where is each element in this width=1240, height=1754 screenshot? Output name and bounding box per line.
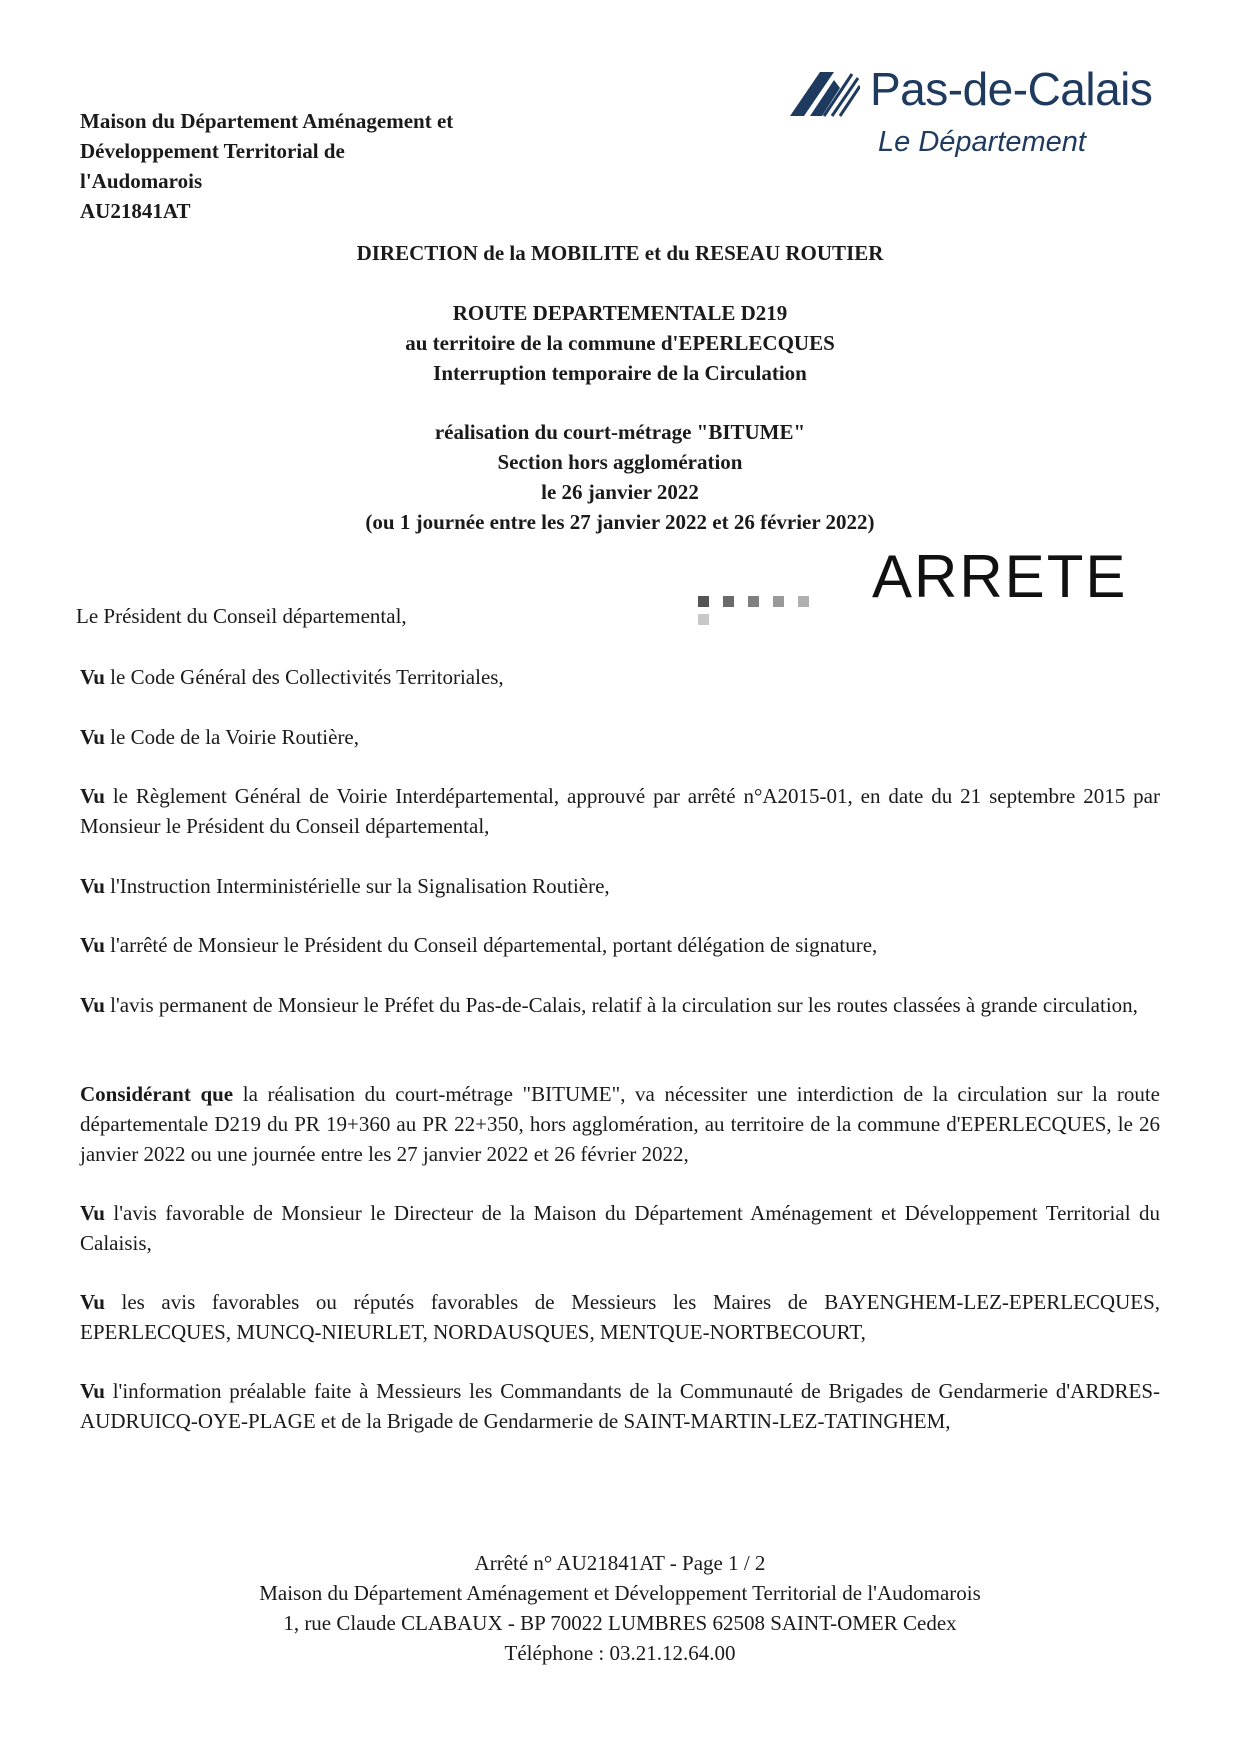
vu-text: l'information préalable faite à Messieurs les Commandants de la Communauté de Brigades de Gendarmerie d'ARDRES-AUDRUICQ-OYE-PLAGE et de la Brigade de Gendarmerie de SAINT-MARTIN-LEZ-TATINGHEM, [80, 1379, 1160, 1433]
issuer-reference: AU21841AT [80, 199, 191, 223]
dot [798, 596, 809, 607]
title-line: ROUTE DEPARTEMENTALE D219 [452, 301, 788, 325]
vu-lead: Vu [80, 665, 105, 689]
title-line: au territoire de la commune d'EPERLECQUES [405, 331, 835, 355]
subtitle-block [0, 417, 1240, 537]
footer-address: 1, rue Claude CLABAUX - BP 70022 LUMBRES 62508 SAINT-OMER Cedex [283, 1611, 957, 1635]
vu-text: le Code de la Voirie Routière, [104, 725, 360, 749]
considerant-lead: Considérant que [80, 1082, 234, 1106]
vu-paragraph [80, 871, 1160, 901]
vu-paragraph [80, 1287, 1160, 1347]
arrete-heading: ARRETE [872, 543, 1128, 610]
direction-text: DIRECTION de la MOBILITE et du RESEAU ROUTIER [356, 241, 884, 265]
issuer-block [80, 106, 600, 226]
subtitle-line: réalisation du court-métrage "BITUME" [434, 420, 806, 444]
subtitle-line: Section hors agglomération [497, 450, 743, 474]
dot [698, 614, 709, 625]
direction-heading [0, 238, 1240, 268]
considerant-paragraph [80, 1079, 1160, 1169]
vu-lead: Vu [80, 1201, 105, 1225]
title-line: Interruption temporaire de la Circulation [433, 361, 807, 385]
vu-text: l'avis permanent de Monsieur le Préfet du Pas-de-Calais, relatif à la circulation sur les routes classées à grande circulation, [104, 993, 1138, 1017]
vu-paragraph [80, 990, 1160, 1020]
dot [748, 596, 759, 607]
vu-paragraph [80, 1198, 1160, 1258]
footer-line: Maison du Département Aménagement et Développement Territorial de l'Audomarois [259, 1581, 981, 1605]
subtitle-line: (ou 1 journée entre les 27 janvier 2022 et 26 février 2022) [365, 510, 875, 534]
vu-lead: Vu [80, 993, 105, 1017]
vu-lead: Vu [80, 1379, 105, 1403]
vu-lead: Vu [80, 725, 105, 749]
vu-lead: Vu [80, 784, 105, 808]
department-logo [790, 63, 1180, 168]
dot [723, 596, 734, 607]
vu-lead: Vu [80, 874, 105, 898]
subtitle-line: le 26 janvier 2022 [541, 480, 699, 504]
considerant-text: la réalisation du court-métrage "BITUME", va nécessiter une interdiction de la circulation sur la route départementale D219 du PR 19+360 au PR 22+350, hors agglomération, au territoire de la commune d'EPERLECQUES, le 26 janvier 2022 ou une journée entre les 27 janvier 2022 et 26 février 2022, [80, 1082, 1160, 1166]
vu-text: l'avis favorable de Monsieur le Directeur de la Maison du Département Aménagement et Développement Territorial du Calaisis, [80, 1201, 1160, 1255]
page-footer [0, 1548, 1240, 1668]
footer-reference: Arrêté n° AU21841AT - Page 1 / 2 [474, 1551, 766, 1575]
issuer-line: Maison du Département Aménagement et [80, 109, 454, 133]
vu-text: les avis favorables ou réputés favorables de Messieurs les Maires de BAYENGHEM-LEZ-EPERLECQUES, EPERLECQUES, MUNCQ-NIEURLET, NORDAUSQUES, MENTQUE-NORTBECOURT, [80, 1290, 1160, 1344]
vu-paragraph [80, 781, 1160, 841]
vu-paragraph [80, 930, 1160, 960]
footer-phone: Téléphone : 03.21.12.64.00 [504, 1641, 736, 1665]
decorative-dots [698, 594, 838, 610]
vu-text: l'Instruction Interministérielle sur la Signalisation Routière, [104, 874, 610, 898]
dot [698, 596, 709, 607]
pas-de-calais-logo-icon [790, 70, 860, 118]
vu-text: l'arrêté de Monsieur le Président du Conseil départemental, portant délégation de signature, [104, 933, 878, 957]
title-block [0, 298, 1240, 388]
dot [773, 596, 784, 607]
vu-paragraph [80, 1376, 1160, 1436]
issuer-line: Développement Territorial de [80, 139, 345, 163]
issuer-line: l'Audomarois [80, 169, 203, 193]
vu-text: le Règlement Général de Voirie Interdépartemental, approuvé par arrêté n°A2015-01, en date du 21 septembre 2015 par Monsieur le Président du Conseil départemental, [80, 784, 1160, 838]
president-line: Le Président du Conseil départemental, [76, 604, 407, 628]
logo-name: Pas-de-Calais [870, 63, 1153, 115]
vu-lead: Vu [80, 933, 105, 957]
vu-paragraph [80, 722, 1160, 752]
vu-text: le Code Général des Collectivités Territoriales, [104, 665, 504, 689]
vu-paragraph [80, 662, 1160, 692]
logo-subtitle: Le Département [878, 126, 1086, 158]
vu-lead: Vu [80, 1290, 105, 1314]
